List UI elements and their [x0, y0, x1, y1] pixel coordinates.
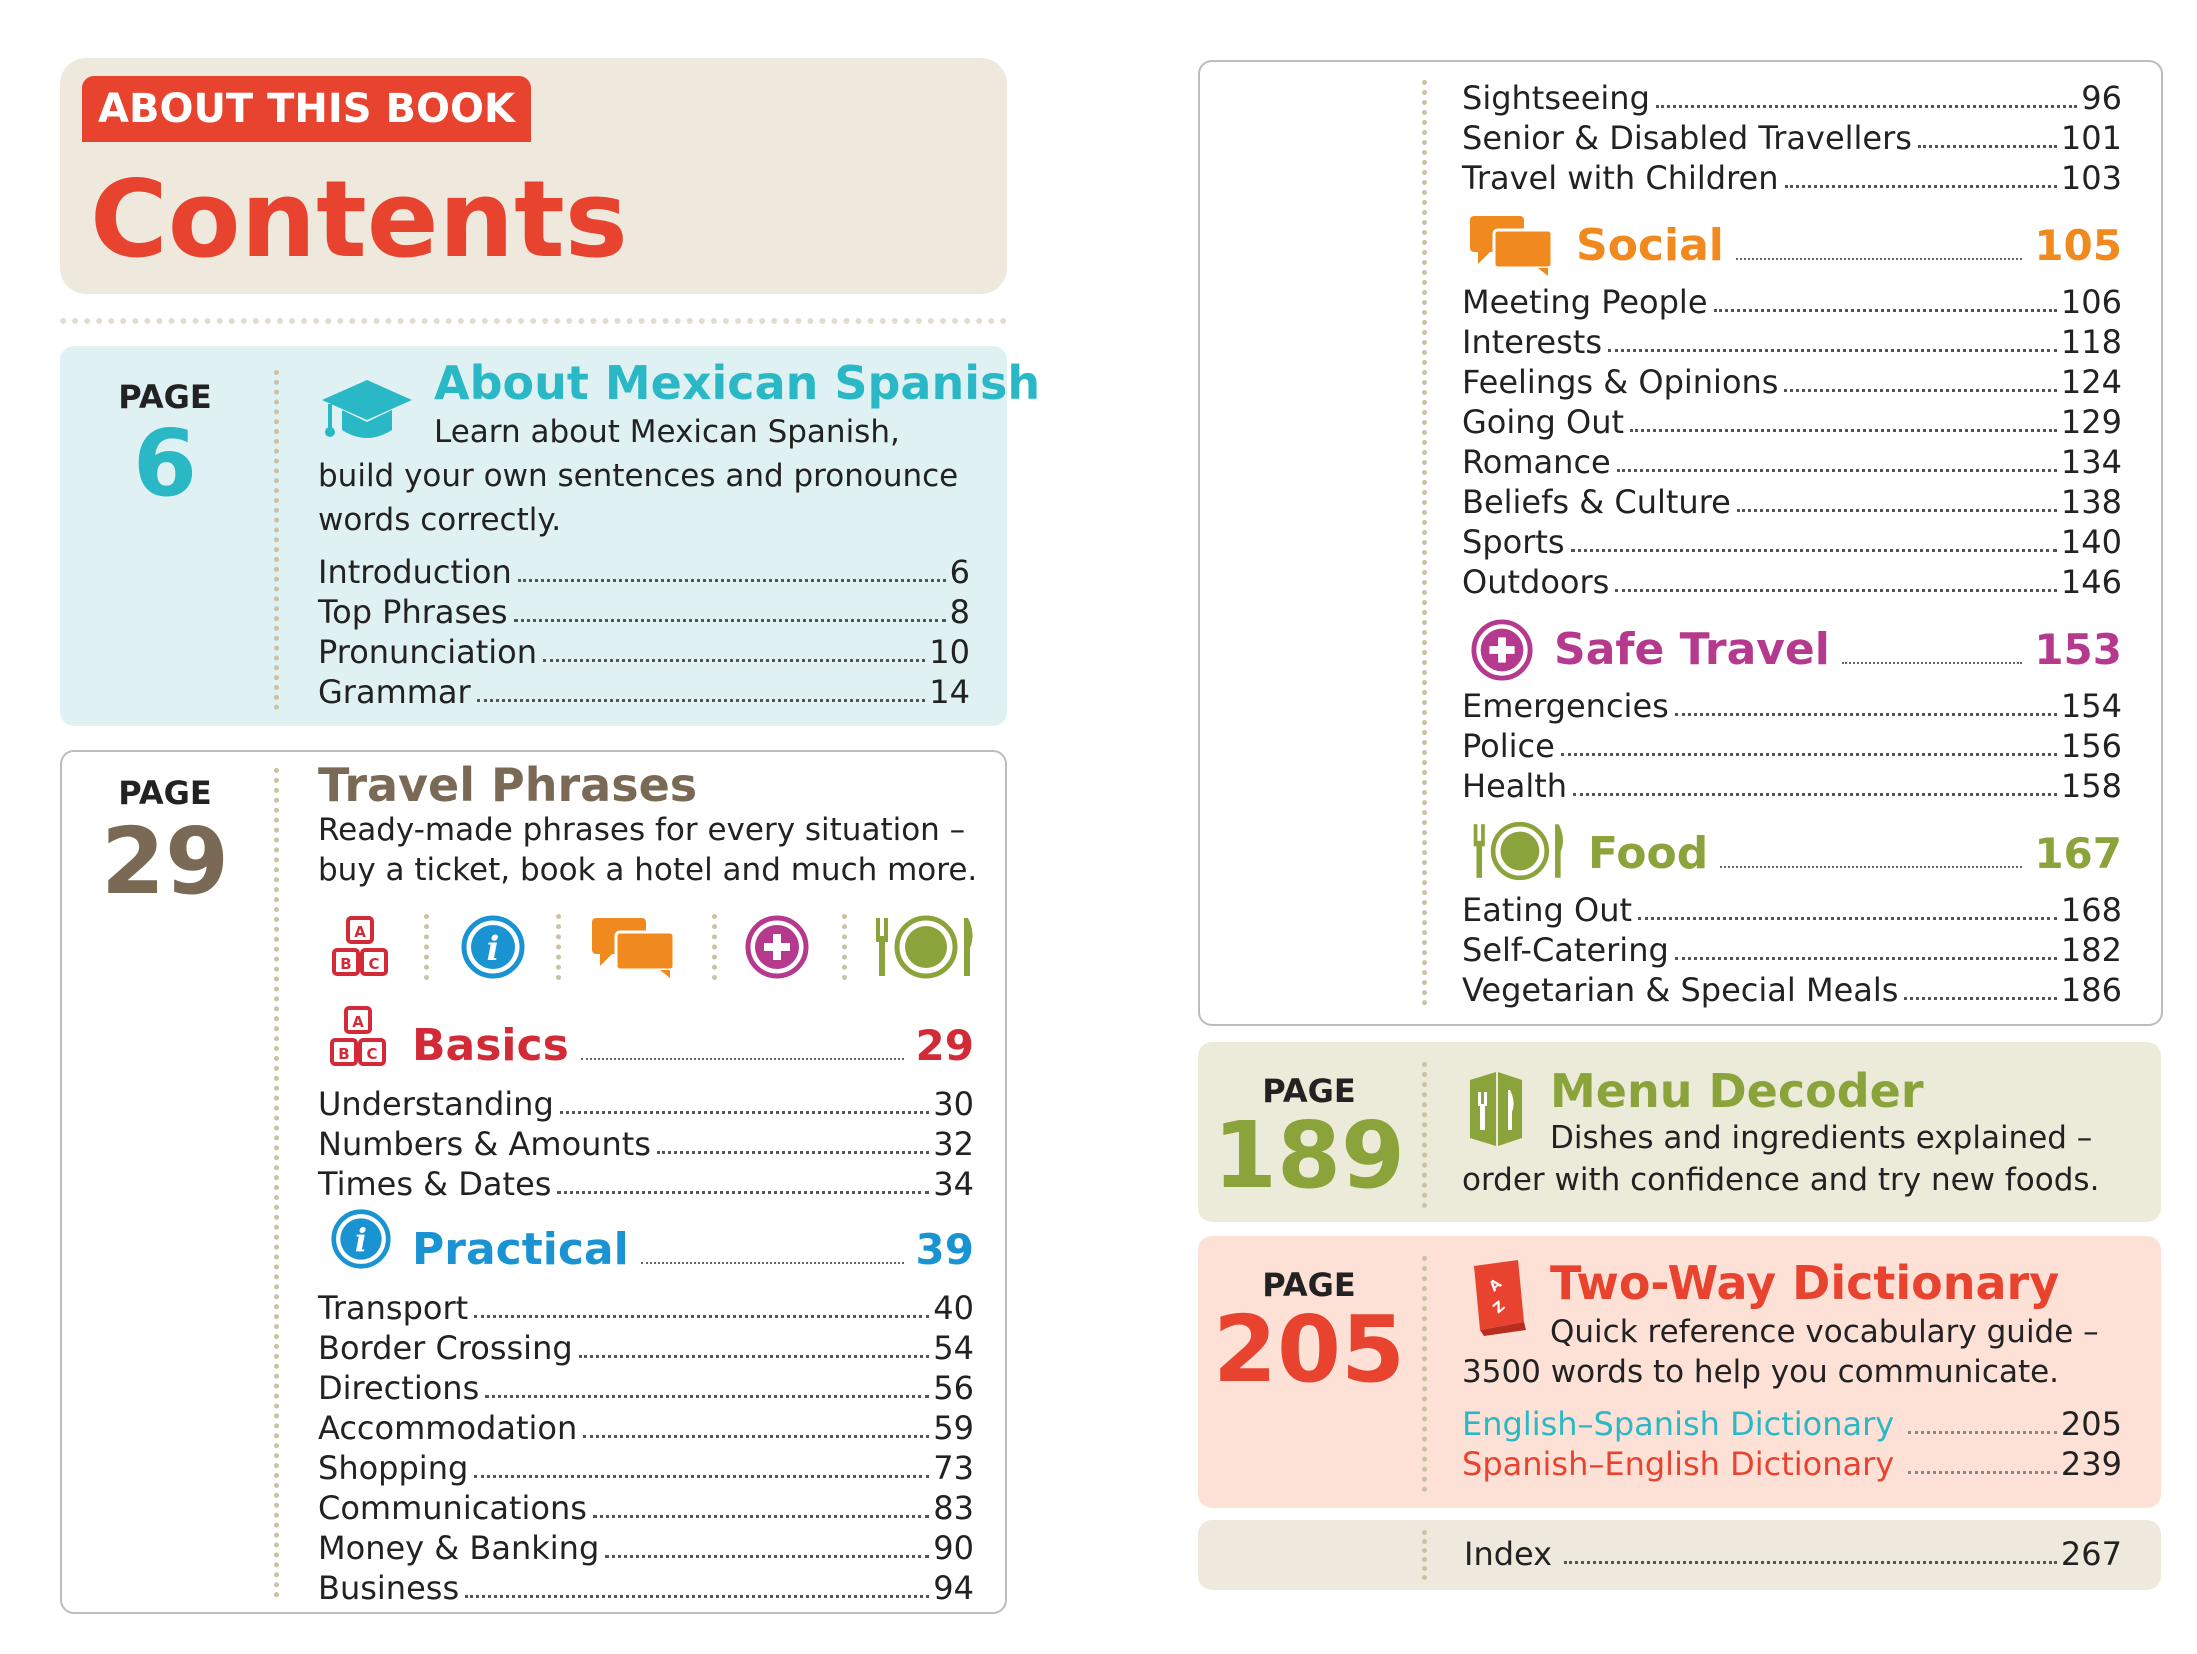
- toc-page: 182: [2060, 931, 2122, 969]
- toc-label: Health: [1462, 767, 1568, 805]
- category-page: 153: [2034, 625, 2122, 674]
- toc-item-interests[interactable]: [1462, 322, 2122, 362]
- toc-label: Meeting People: [1462, 283, 1708, 321]
- toc-label: Beliefs & Culture: [1462, 483, 1731, 521]
- toc-label: Going Out: [1462, 403, 1625, 441]
- travel-page-number[interactable]: 29: [100, 808, 230, 915]
- toc-page: 83: [933, 1489, 974, 1527]
- dictionary-desc-line-1: Quick reference vocabulary guide –: [1550, 1314, 2099, 1350]
- toc-page: 94: [933, 1569, 974, 1607]
- toc-item-directions[interactable]: [318, 1368, 974, 1408]
- menu-title[interactable]: Menu Decoder: [1550, 1064, 1924, 1118]
- toc-label: Sightseeing: [1462, 79, 1650, 117]
- toc-page: 158: [2060, 767, 2122, 805]
- plate-cutlery-icon[interactable]: [872, 914, 978, 980]
- menu-desc-line-2: order with confidence and try new foods.: [1462, 1162, 2100, 1198]
- travel-desc-line-1: Ready-made phrases for every situation –: [318, 812, 966, 848]
- toc-page: 138: [2060, 483, 2122, 521]
- toc-item-travel-children[interactable]: [1462, 158, 2122, 198]
- plate-cutlery-icon: [1470, 820, 1568, 882]
- first-aid-icon: [1470, 618, 1534, 682]
- toc-page: 103: [2060, 159, 2122, 197]
- toc-item-eating-out[interactable]: [1462, 890, 2122, 930]
- toc-label: Pronunciation: [318, 633, 537, 671]
- toc-item-border-crossing[interactable]: [318, 1328, 974, 1368]
- dictionary-desc-line-2: 3500 words to help you communicate.: [1462, 1354, 2060, 1390]
- dictionary-page-label: PAGE: [1262, 1266, 1356, 1304]
- toc-item-outdoors[interactable]: [1462, 562, 2122, 602]
- category-name: Practical: [412, 1224, 629, 1275]
- about-page-number[interactable]: 6: [132, 410, 197, 517]
- travel-title[interactable]: Travel Phrases: [318, 758, 698, 812]
- toc-item-shopping[interactable]: [318, 1448, 974, 1488]
- header-divider: [60, 318, 1007, 324]
- speech-bubbles-icon[interactable]: [590, 914, 678, 980]
- toc-item-vegetarian[interactable]: [1462, 970, 2122, 1010]
- category-practical[interactable]: [412, 1222, 974, 1278]
- icon-separator: [712, 914, 717, 980]
- toc-item-health[interactable]: [1462, 766, 2122, 806]
- toc-item-going-out[interactable]: [1462, 402, 2122, 442]
- toc-label: Accommodation: [318, 1409, 578, 1447]
- toc-page: 90: [933, 1529, 974, 1567]
- toc-page: 146: [2060, 563, 2122, 601]
- category-name: Basics: [412, 1020, 569, 1071]
- svg-text:B: B: [338, 1045, 350, 1063]
- svg-text:B: B: [340, 955, 352, 973]
- about-desc-line-2: build your own sentences and pronounce: [318, 458, 959, 494]
- menu-divider: [1422, 1062, 1427, 1208]
- toc-label: Vegetarian & Special Meals: [1462, 971, 1899, 1009]
- toc-page: 73: [933, 1449, 974, 1487]
- page-title: Contents: [90, 158, 628, 281]
- toc-page: 106: [2060, 283, 2122, 321]
- dictionary-title[interactable]: Two-Way Dictionary: [1550, 1256, 2060, 1310]
- travel-page-label: PAGE: [118, 774, 212, 812]
- toc-item-feelings-opinions[interactable]: [1462, 362, 2122, 402]
- toc-item-self-catering[interactable]: [1462, 930, 2122, 970]
- toc-label: English–Spanish Dictionary: [1462, 1405, 1895, 1443]
- svg-text:C: C: [368, 955, 380, 973]
- toc-label: Directions: [318, 1369, 480, 1407]
- toc-label: Times & Dates: [318, 1165, 552, 1203]
- toc-label: Outdoors: [1462, 563, 1610, 601]
- toc-label: Transport: [318, 1289, 469, 1327]
- toc-page: 239: [2060, 1445, 2122, 1483]
- svg-text:i: i: [354, 1221, 368, 1260]
- toc-label: Senior & Disabled Travellers: [1462, 119, 1912, 157]
- toc-page: 134: [2060, 443, 2122, 481]
- category-name: Social: [1576, 220, 1724, 271]
- toc-page: 168: [2060, 891, 2122, 929]
- toc-page: 54: [933, 1329, 974, 1367]
- toc-page: 56: [933, 1369, 974, 1407]
- info-icon[interactable]: [460, 914, 526, 980]
- dictionary-page-number[interactable]: 205: [1212, 1296, 1406, 1403]
- toc-item-sightseeing[interactable]: [1462, 78, 2122, 118]
- toc-item-police[interactable]: [1462, 726, 2122, 766]
- category-food[interactable]: [1588, 826, 2122, 882]
- toc-item-numbers-amounts[interactable]: [318, 1124, 974, 1164]
- toc-item-spanish-english[interactable]: [1462, 1444, 2122, 1484]
- toc-label: Money & Banking: [318, 1529, 600, 1567]
- dictionary-divider: [1422, 1256, 1427, 1492]
- toc-page: 129: [2060, 403, 2122, 441]
- toc-label: Travel with Children: [1462, 159, 1779, 197]
- toc-item-sports[interactable]: [1462, 522, 2122, 562]
- menu-desc-line-1: Dishes and ingredients explained –: [1550, 1120, 2093, 1156]
- category-page: 29: [915, 1021, 974, 1070]
- about-desc-line-1: Learn about Mexican Spanish,: [434, 414, 900, 450]
- toc-label: Numbers & Amounts: [318, 1125, 651, 1163]
- category-name: Food: [1588, 828, 1709, 879]
- icon-separator: [842, 914, 847, 980]
- toc-page: 267: [2060, 1535, 2122, 1573]
- toc-page: 124: [2060, 363, 2122, 401]
- toc-page: 156: [2060, 727, 2122, 765]
- toc-item-grammar[interactable]: [318, 672, 970, 712]
- category-basics[interactable]: [412, 1018, 974, 1074]
- category-safe-travel[interactable]: [1554, 622, 2122, 678]
- toc-label: Romance: [1462, 443, 1611, 481]
- toc-item-romance[interactable]: [1462, 442, 2122, 482]
- abc-blocks-icon: [326, 1004, 392, 1070]
- toc-item-times-dates[interactable]: [318, 1164, 974, 1204]
- toc-item-business[interactable]: [318, 1568, 974, 1608]
- travel-continued-divider: [1422, 80, 1427, 1006]
- travel-divider: [274, 768, 279, 1598]
- first-aid-icon[interactable]: [744, 914, 810, 980]
- header-tag: ABOUT THIS BOOK: [82, 76, 531, 142]
- toc-label: Border Crossing: [318, 1329, 573, 1367]
- category-social[interactable]: [1576, 218, 2122, 274]
- svg-text:A: A: [1486, 1275, 1505, 1296]
- toc-page: 101: [2060, 119, 2122, 157]
- about-desc-line-3: words correctly.: [318, 502, 562, 538]
- about-page-label: PAGE: [118, 378, 212, 416]
- toc-label: Grammar: [318, 673, 471, 711]
- toc-item-understanding[interactable]: [318, 1084, 974, 1124]
- toc-label: Sports: [1462, 523, 1565, 561]
- menu-page-label: PAGE: [1262, 1072, 1356, 1110]
- toc-label: Emergencies: [1462, 687, 1669, 725]
- toc-label: Introduction: [318, 553, 512, 591]
- toc-item-accommodation[interactable]: [318, 1408, 974, 1448]
- toc-item-senior-disabled[interactable]: [1462, 118, 2122, 158]
- category-name: Safe Travel: [1554, 624, 1830, 675]
- toc-item-transport[interactable]: [318, 1288, 974, 1328]
- toc-item-introduction[interactable]: [318, 552, 970, 592]
- toc-item-english-spanish[interactable]: [1462, 1404, 2122, 1444]
- toc-page: 59: [933, 1409, 974, 1447]
- about-divider: [274, 370, 279, 710]
- toc-item-top-phrases[interactable]: [318, 592, 970, 632]
- graduation-cap-icon: [320, 376, 414, 446]
- toc-page: 186: [2060, 971, 2122, 1009]
- category-page: 167: [2034, 829, 2122, 878]
- icon-separator: [424, 914, 429, 980]
- toc-page: 96: [2081, 79, 2122, 117]
- svg-text:C: C: [366, 1045, 378, 1063]
- toc-item-emergencies[interactable]: [1462, 686, 2122, 726]
- toc-label: Shopping: [318, 1449, 469, 1487]
- toc-label: Business: [318, 1569, 460, 1607]
- abc-blocks-icon[interactable]: [328, 914, 394, 980]
- svg-text:A: A: [354, 923, 366, 941]
- toc-label: Spanish–English Dictionary: [1462, 1445, 1895, 1483]
- toc-page: 8: [949, 593, 970, 631]
- toc-item-pronunciation[interactable]: [318, 632, 970, 672]
- toc-page: 34: [933, 1165, 974, 1203]
- menu-page-number[interactable]: 189: [1212, 1102, 1406, 1209]
- index-divider: [1422, 1530, 1427, 1580]
- icon-separator: [556, 914, 561, 980]
- toc-page: 32: [933, 1125, 974, 1163]
- toc-label: Top Phrases: [318, 593, 508, 631]
- toc-label: Index: [1464, 1535, 1553, 1573]
- travel-desc-line-2: buy a ticket, book a hotel and much more.: [318, 852, 978, 888]
- category-page: 105: [2034, 221, 2122, 270]
- toc-item-communications[interactable]: [318, 1488, 974, 1528]
- toc-label: Eating Out: [1462, 891, 1633, 929]
- toc-item-index[interactable]: [1464, 1534, 2122, 1574]
- toc-page: 154: [2060, 687, 2122, 725]
- toc-label: Interests: [1462, 323, 1602, 361]
- toc-page: 205: [2060, 1405, 2122, 1443]
- toc-page: 10: [929, 633, 970, 671]
- speech-bubbles-icon: [1468, 212, 1556, 278]
- about-title[interactable]: About Mexican Spanish: [434, 356, 1041, 410]
- toc-item-money-banking[interactable]: [318, 1528, 974, 1568]
- toc-item-beliefs-culture[interactable]: [1462, 482, 2122, 522]
- toc-page: 140: [2060, 523, 2122, 561]
- toc-page: 14: [929, 673, 970, 711]
- info-icon: [330, 1208, 392, 1270]
- category-page: 39: [915, 1225, 974, 1274]
- toc-label: Feelings & Opinions: [1462, 363, 1779, 401]
- dictionary-book-icon: [1468, 1258, 1530, 1338]
- menu-book-icon: [1466, 1070, 1526, 1148]
- toc-page: 40: [933, 1289, 974, 1327]
- toc-label: Communications: [318, 1489, 587, 1527]
- toc-page: 118: [2060, 323, 2122, 361]
- toc-label: Police: [1462, 727, 1555, 765]
- toc-label: Self-Catering: [1462, 931, 1669, 969]
- toc-item-meeting-people[interactable]: [1462, 282, 2122, 322]
- svg-text:Z: Z: [1490, 1298, 1509, 1318]
- svg-text:i: i: [486, 929, 500, 969]
- toc-page: 30: [933, 1085, 974, 1123]
- svg-text:A: A: [352, 1013, 364, 1031]
- toc-label: Understanding: [318, 1085, 554, 1123]
- toc-page: 6: [949, 553, 970, 591]
